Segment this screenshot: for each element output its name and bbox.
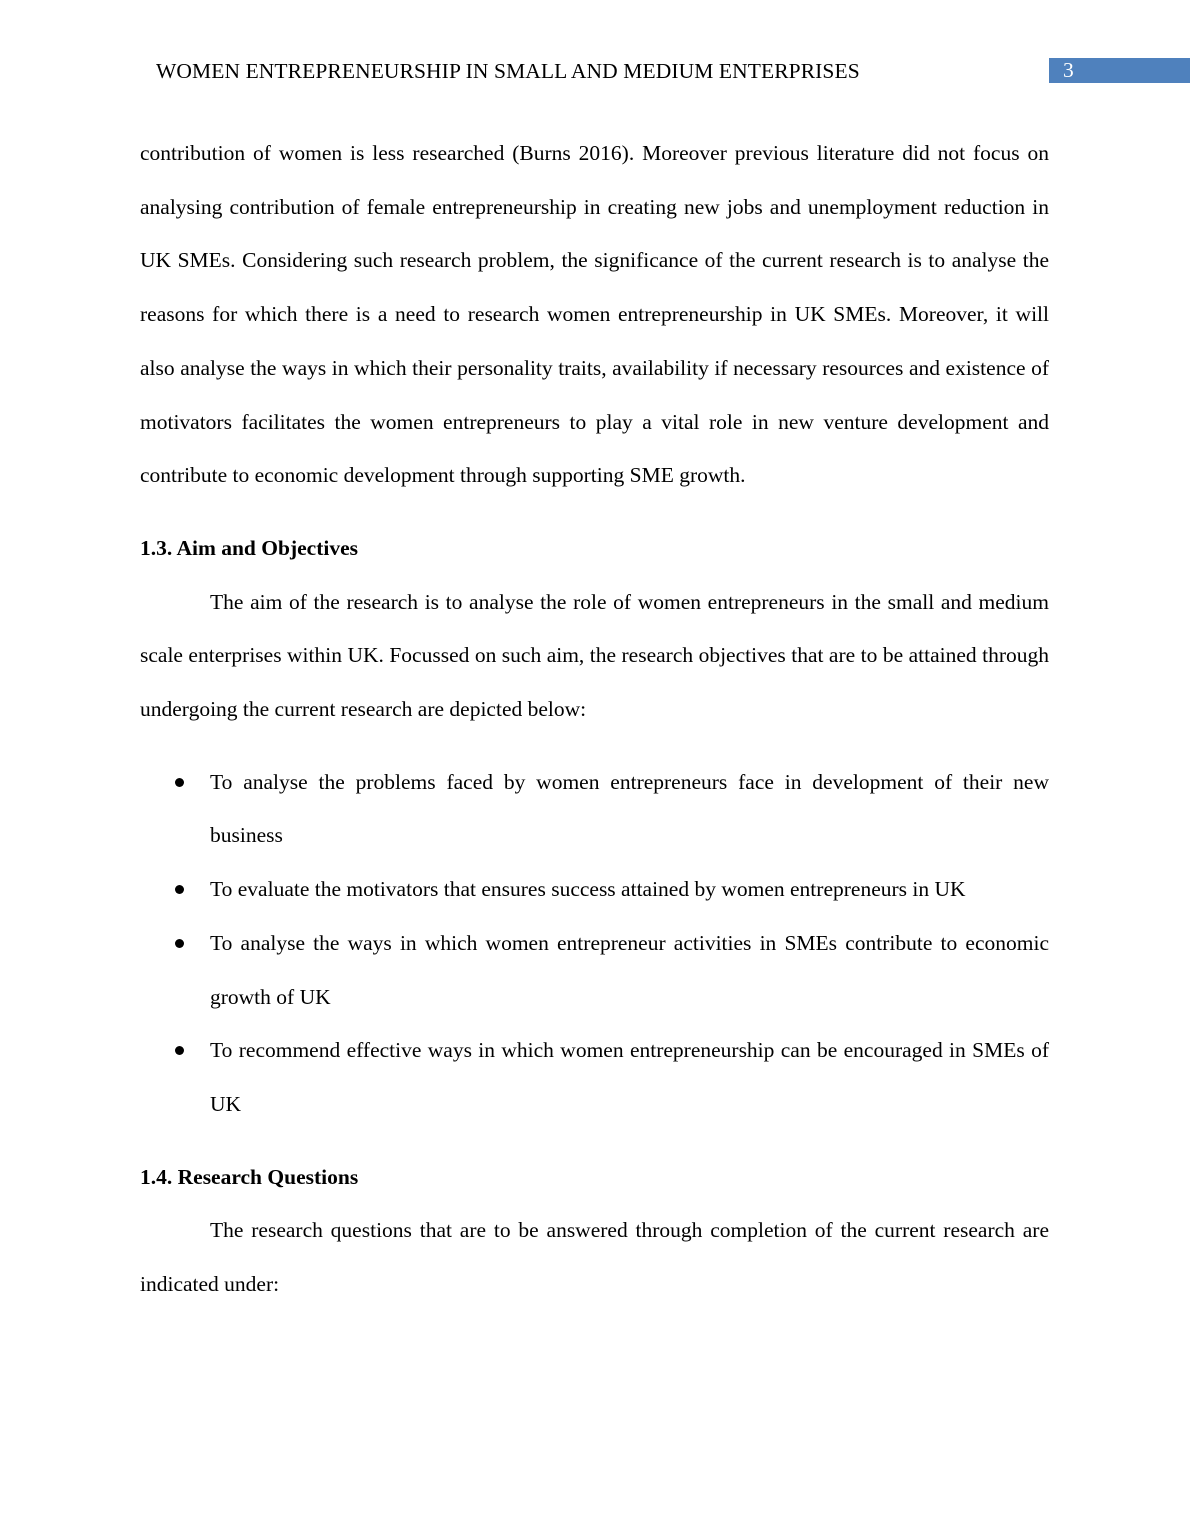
bullet-icon	[175, 939, 184, 948]
objective-text: To evaluate the motivators that ensures success attained by women entrepreneurs in UK	[210, 877, 966, 902]
page-number-box	[1049, 58, 1190, 83]
bullet-icon	[175, 885, 184, 894]
heading-aim-and-objectives: 1.3. Aim and Objectives	[140, 535, 358, 560]
objectives-list	[140, 756, 1049, 1132]
objective-text: To analyse the problems faced by women entrepreneurs face in development of their new business	[210, 769, 1049, 848]
objective-text: To recommend effective ways in which women entrepreneurship can be encouraged in SMEs of UK	[210, 1038, 1049, 1116]
objective-item	[140, 756, 1049, 863]
page-number: 3	[1063, 58, 1074, 82]
running-head: WOMEN ENTREPRENEURSHIP IN SMALL AND MEDIUM ENTERPRISES	[156, 59, 860, 83]
intro-paragraph: contribution of women is less researched (Burns 2016). Moreover previous literature did not focus on analysing contribution of female entrepreneurship in creating new jobs and unemployment reduction in UK SMEs. Considering such research problem, the significance of the current research is to analyse the reasons for which there is a need to research women entrepreneurship in UK SMEs. Moreover, it will also analyse the ways in which their personality traits, availability if necessary resources and existence of motivators facilitates the women entrepreneurs to play a vital role in new venture development and contribute to economic development through supporting SME growth.	[140, 141, 1049, 488]
heading-research-questions: 1.4. Research Questions	[140, 1164, 359, 1189]
bullet-icon	[175, 778, 184, 787]
document-body	[140, 127, 1049, 1312]
objective-item	[140, 917, 1049, 1024]
objective-item	[140, 1024, 1049, 1131]
bullet-icon	[175, 1046, 184, 1055]
aim-paragraph: The aim of the research is to analyse the role of women entrepreneurs in the small and medium scale enterprises within UK. Focussed on such aim, the research objectives that are to be attained through undergoing the current research are depicted below:	[140, 589, 1049, 722]
objective-text: To analyse the ways in which women entrepreneur activities in SMEs contribute to economic growth of UK	[210, 930, 1049, 1009]
objective-item	[140, 863, 1049, 917]
questions-paragraph: The research questions that are to be answered through completion of the current research are indicated under:	[140, 1218, 1049, 1297]
